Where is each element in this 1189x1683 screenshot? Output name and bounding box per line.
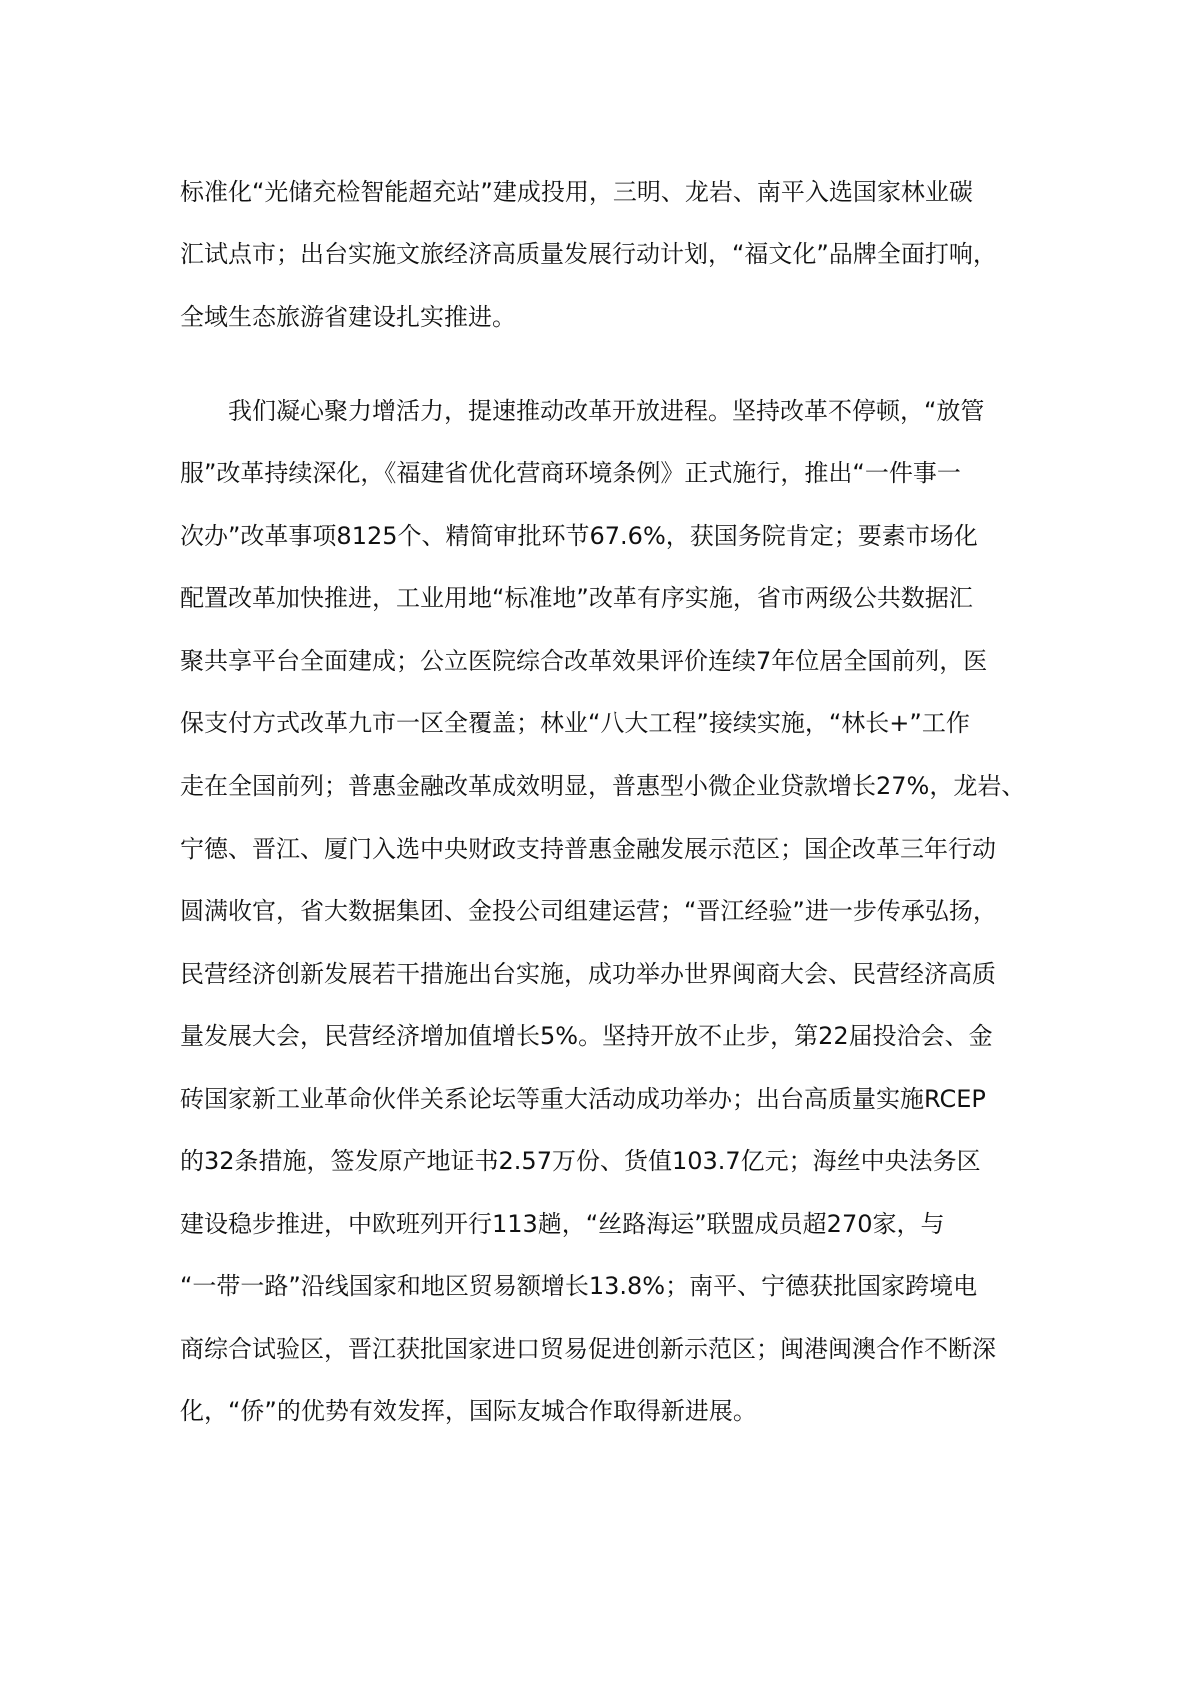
text-line: 走在全国前列；普惠金融改革成效明显，普惠型小微企业贷款增长27%，龙岩、 (180, 772, 1026, 800)
text-line: 宁德、晋江、厦门入选中央财政支持普惠金融发展示范区；国企改革三年行动 (180, 835, 996, 863)
paragraph-first-line: 我们凝心聚力增活力，提速推动改革开放进程。坚持改革不停顿，“放管 (228, 397, 985, 425)
text-line: 量发展大会，民营经济增加值增长5%。坚持开放不止步，第22届投洽会、金 (180, 1022, 993, 1050)
text-line: 民营经济创新发展若干措施出台实施，成功举办世界闽商大会、民营经济高质 (180, 960, 996, 988)
text-line: 全域生态旅游省建设扎实推进。 (180, 303, 516, 331)
text-line: 砖国家新工业革命伙伴关系论坛等重大活动成功举办；出台高质量实施RCEP (180, 1085, 986, 1113)
text-line: “一带一路”沿线国家和地区贸易额增长13.8%；南平、宁德获批国家跨境电 (180, 1272, 978, 1300)
text-line: 建设稳步推进，中欧班列开行113趟，“丝路海运”联盟成员超270家，与 (180, 1210, 945, 1238)
text-line: 汇试点市；出台实施文旅经济高质量发展行动计划，“福文化”品牌全面打响， (180, 240, 997, 268)
text-line: 次办”改革事项8125个、精简审批环节67.6%，获国务院肯定；要素市场化 (180, 522, 978, 550)
text-line: 服”改革持续深化，《福建省优化营商环境条例》正式施行，推出“一件事一 (180, 459, 961, 487)
text-line: 标准化“光储充检智能超充站”建成投用，三明、龙岩、南平入选国家林业碳 (180, 178, 973, 206)
text-line: 的32条措施，签发原产地证书2.57万份、货值103.7亿元；海丝中央法务区 (180, 1147, 981, 1175)
text-line: 化，“侨”的优势有效发挥，国际友城合作取得新进展。 (180, 1397, 757, 1425)
text-line: 配置改革加快推进，工业用地“标准地”改革有序实施，省市两级公共数据汇 (180, 584, 973, 612)
text-line: 聚共享平台全面建成；公立医院综合改革效果评价连续7年位居全国前列，医 (180, 647, 988, 675)
text-line: 保支付方式改革九市一区全覆盖；林业“八大工程”接续实施，“林长+”工作 (180, 709, 970, 737)
text-line: 商综合试验区，晋江获批国家进口贸易促进创新示范区；闽港闽澳合作不断深 (180, 1335, 996, 1363)
text-line: 圆满收官，省大数据集团、金投公司组建运营；“晋江经验”进一步传承弘扬， (180, 897, 997, 925)
